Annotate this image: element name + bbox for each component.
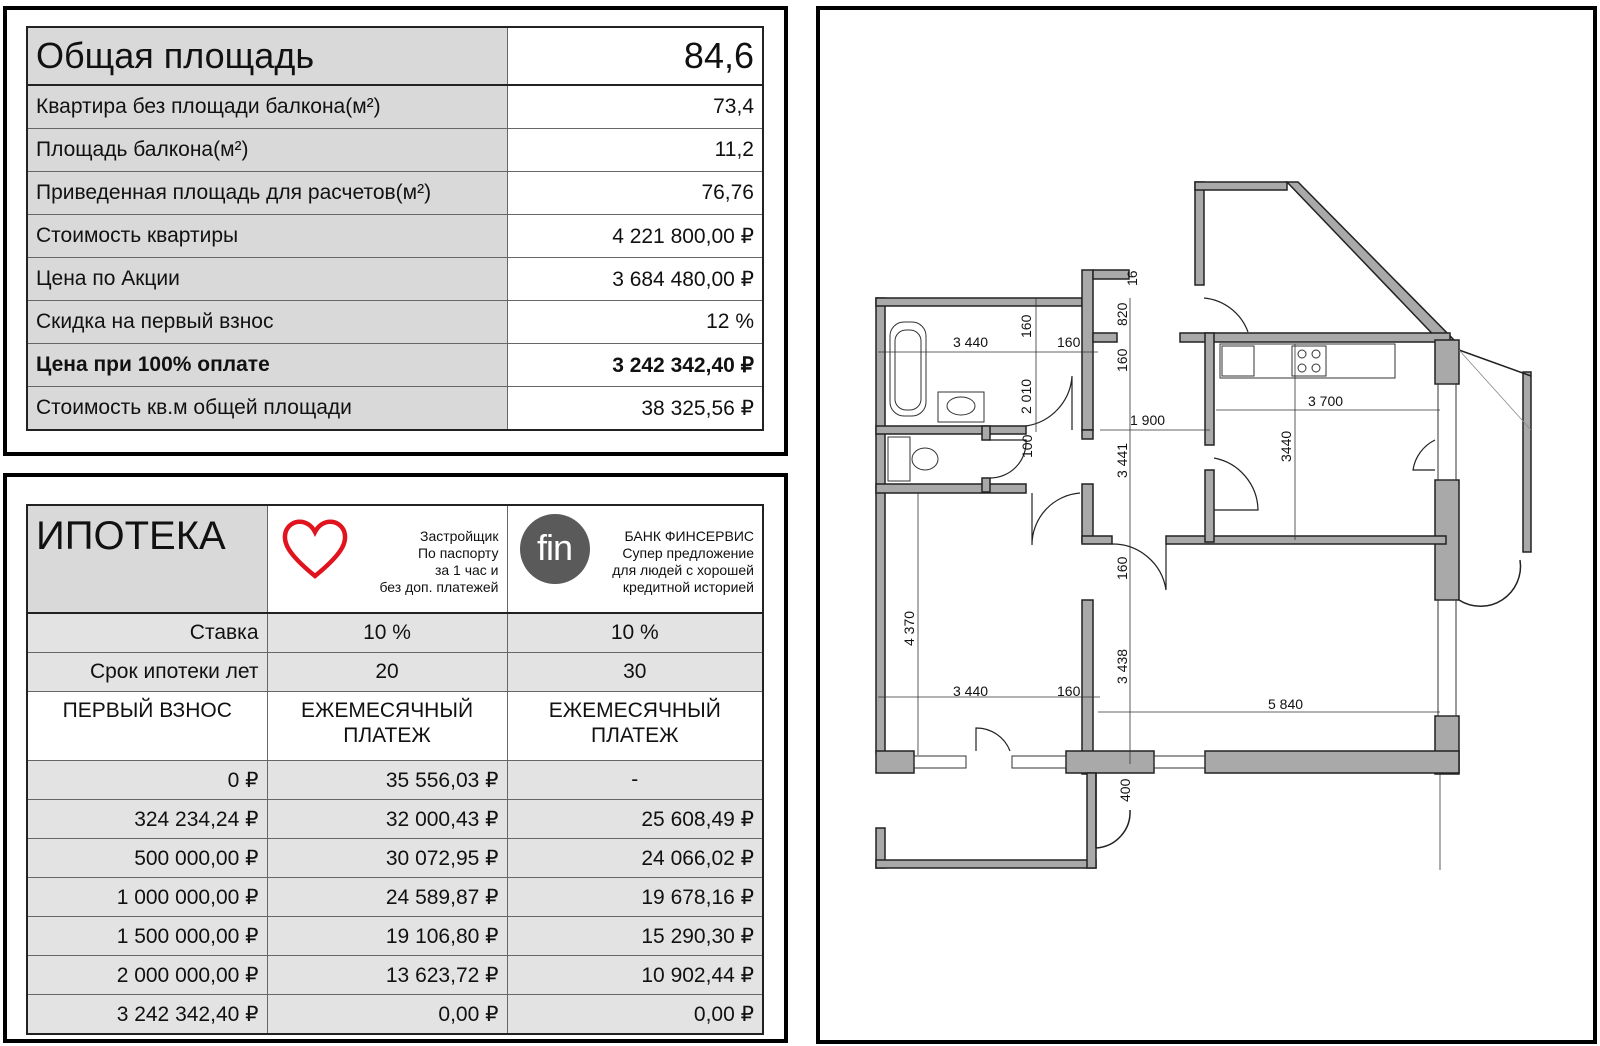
dimension-label: 3 441 [1114, 442, 1130, 478]
area-value: 38 325,56 ₽ [507, 387, 763, 431]
rate-value: 10 % [267, 613, 507, 653]
monthly-payment-developer: 19 106,80 ₽ [267, 917, 507, 956]
term-value: 30 [507, 653, 763, 692]
down-payment: 324 234,24 ₽ [27, 800, 267, 839]
toilet-tank-icon [888, 437, 910, 481]
down-payment: 2 000 000,00 ₽ [27, 956, 267, 995]
developer-line: без доп. платежей [379, 579, 499, 595]
bank-line: кредитной историей [622, 579, 754, 595]
monthly-payment-bank: - [507, 761, 763, 800]
developer-line: Застройщик [419, 528, 499, 544]
area-value: 3 242 342,40 ₽ [507, 344, 763, 387]
dimension-label: 820 [1114, 302, 1130, 326]
area-value: 73,4 [507, 85, 763, 129]
monthly-payment-bank: 24 066,02 ₽ [507, 839, 763, 878]
monthly-payment-developer: 24 589,87 ₽ [267, 878, 507, 917]
monthly-payment-bank: 19 678,16 ₽ [507, 878, 763, 917]
term-value: 20 [267, 653, 507, 692]
area-value: 76,76 [507, 172, 763, 215]
down-payment: 3 242 342,40 ₽ [27, 995, 267, 1035]
term-label: Срок ипотеки лет [27, 653, 267, 692]
area-label: Скидка на первый взнос [27, 301, 507, 344]
area-value: 12 % [507, 301, 763, 344]
bank-line: БАНК ФИНСЕРВИС [624, 528, 754, 544]
area-label: Стоимость кв.м общей площади [27, 387, 507, 431]
monthly-payment-developer: 32 000,43 ₽ [267, 800, 507, 839]
column-header: ЕЖЕМЕСЯЧНЫЙ ПЛАТЕЖ [267, 692, 507, 761]
dimension-label: 3440 [1278, 430, 1294, 462]
monthly-payment-bank: 25 608,49 ₽ [507, 800, 763, 839]
area-label: Приведенная площадь для расчетов(м²) [27, 172, 507, 215]
area-label: Цена по Акции [27, 258, 507, 301]
column-header: ПЕРВЫЙ ВЗНОС [27, 692, 267, 761]
dimension-label: 3 440 [953, 334, 989, 350]
toilet-icon [912, 448, 938, 470]
monthly-payment-developer: 35 556,03 ₽ [267, 761, 507, 800]
dimension-label: 3 440 [953, 683, 989, 699]
dimension-lines [878, 298, 1440, 870]
total-area-value: 84,6 [507, 27, 763, 85]
rate-value: 10 % [507, 613, 763, 653]
area-value: 4 221 800,00 ₽ [507, 215, 763, 258]
area-label: Стоимость квартиры [27, 215, 507, 258]
dimension-label: 160 [1057, 334, 1081, 350]
dimension-label: 1 900 [1130, 412, 1166, 428]
dimension-label: 100 [1019, 434, 1035, 458]
dimension-label: 3 700 [1308, 393, 1344, 409]
monthly-payment-developer: 13 623,72 ₽ [267, 956, 507, 995]
rate-label: Ставка [27, 613, 267, 653]
dimension-label: 160 [1057, 683, 1081, 699]
dimension-label: 160 [1114, 348, 1130, 372]
dimension-label: 160 [1114, 556, 1130, 580]
mortgage-title: ИПОТЕКА [27, 505, 267, 613]
monthly-payment-developer: 30 072,95 ₽ [267, 839, 507, 878]
down-payment: 0 ₽ [27, 761, 267, 800]
monthly-payment-bank: 10 902,44 ₽ [507, 956, 763, 995]
down-payment: 1 500 000,00 ₽ [27, 917, 267, 956]
developer-line: По паспорту [417, 545, 499, 561]
area-label: Квартира без площади балкона(м²) [27, 85, 507, 129]
kitchen-counter [1220, 344, 1395, 378]
stove-icon [1292, 346, 1326, 376]
walls [876, 182, 1531, 868]
monthly-payment-bank: 0,00 ₽ [507, 995, 763, 1035]
area-value: 3 684 480,00 ₽ [507, 258, 763, 301]
dimension-label: 4 370 [901, 610, 917, 646]
dimension-label: 3 438 [1114, 648, 1130, 684]
dimension-label: 16 [1124, 270, 1140, 286]
area-label: Площадь балкона(м²) [27, 129, 507, 172]
area-value: 11,2 [507, 129, 763, 172]
down-payment: 1 000 000,00 ₽ [27, 878, 267, 917]
dimension-label: 400 [1117, 778, 1133, 802]
fin-logo: fin [520, 514, 590, 584]
area-label: Цена при 100% оплате [27, 344, 507, 387]
dimension-label: 160 [1018, 314, 1034, 338]
dimension-label: 2 010 [1018, 378, 1034, 414]
bank-line: для людей с хорошей [612, 562, 754, 578]
bank-line: Супер предложение [622, 545, 754, 561]
dimension-label: 5 840 [1268, 696, 1304, 712]
windows [914, 384, 1456, 768]
monthly-payment-developer: 0,00 ₽ [267, 995, 507, 1035]
total-area-label: Общая площадь [27, 27, 507, 85]
monthly-payment-bank: 15 290,30 ₽ [507, 917, 763, 956]
column-header: ЕЖЕМЕСЯЧНЫЙ ПЛАТЕЖ [507, 692, 763, 761]
developer-line: за 1 час и [434, 562, 499, 578]
down-payment: 500 000,00 ₽ [27, 839, 267, 878]
